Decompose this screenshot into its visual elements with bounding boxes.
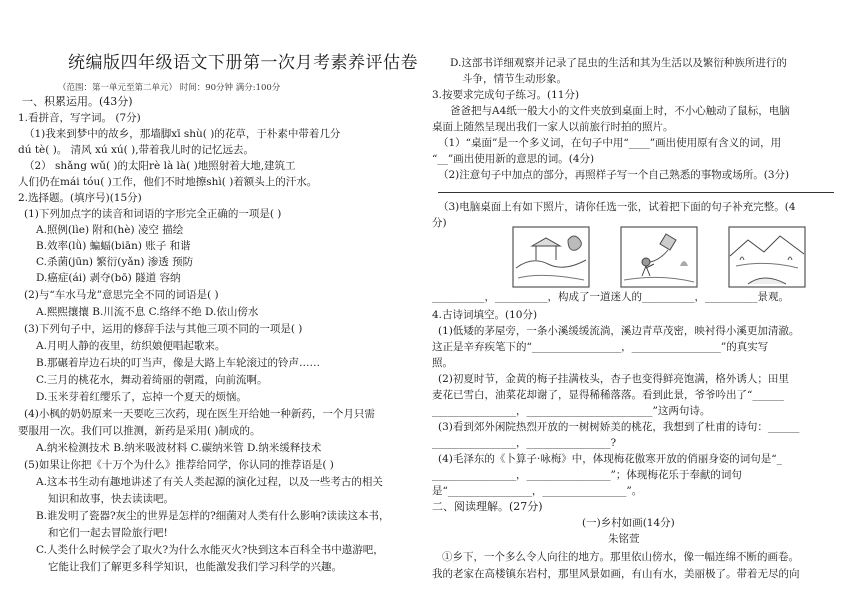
section-heading: 二、阅读理解。(27分) xyxy=(432,500,543,513)
question-line: (3)看到郊外闲院热烈开放的一树树娇美的桃花，我想到了杜甫的诗句：______ xyxy=(438,421,800,433)
right-column xyxy=(432,0,842,608)
question-line: （1）“桌面”是一个多义词，在句子中用“____”画出使用原有含义的词，用 xyxy=(438,137,782,149)
option-line: C.三月的桃花水，舞动着绮丽的朝霞，向前流啊。 xyxy=(36,374,268,386)
question-line: （2） shǎng wǔ( )的太阳rè là là( )地照射着大地,建筑工 xyxy=(24,160,296,172)
question-line: (1)低矮的茅屋旁，一条小溪缓缓流淌，溪边青草茂密，映衬得小溪更加清澈。 xyxy=(438,325,800,337)
kite-girl-sketch xyxy=(620,226,698,288)
question-line: __________，__________，构成了一道迷人的__________，__________景观。 xyxy=(432,291,789,303)
hills-river-sketch xyxy=(728,226,806,288)
option-line: A.月明人静的夜里，纺织娘便唱起歌来。 xyxy=(36,340,226,352)
option-line: A.熙熙攘攘 B.川流不息 C.络绎不绝 D.依山傍水 xyxy=(36,306,259,318)
option-line: D.这部书详细观察并记录了昆虫的生活和其为生活以及繁衍种族所进行的 xyxy=(450,57,787,69)
question-line: 麦花已雪白，油菜花却谢了，显得稀稀落落。看到此景，爷爷吟出了“______ xyxy=(432,389,784,401)
question-line: （3)电脑桌面上有如下照片，请你任选一张，试着把下面的句子补充完整。(4 xyxy=(438,201,796,213)
question-line: 这正是辛弃疾笔下的“_________________，_________________”的真实写 xyxy=(432,341,769,353)
question-line: (1)下列加点字的读音和词语的字形完全正确的一项是( ) xyxy=(24,208,282,220)
passage-line: ①乡下，一个多么令人向往的地方。那里依山傍水，像一幅连绵不断的画卷。 xyxy=(442,551,799,563)
question-line: (3)下列句子中，运用的修辞手法与其他三项不同的一项是( ) xyxy=(24,323,303,335)
question-line: ________________，________________________”这两句诗。 xyxy=(432,405,711,417)
option-line: D.玉米芽着红缨乐了，忘掉一个夏天的烦恼。 xyxy=(36,391,247,403)
option-line: B.谁发明了瓷器?灰尘的世界是怎样的?细菌对人类有什么影响?读读这本书， xyxy=(36,510,390,522)
page-title: 统编版四年级语文下册第一次月考素养评估卷 xyxy=(68,53,418,73)
question-line: 要服用一次。我们可以推测，新药是采用( )制成的。 xyxy=(18,425,261,437)
question-line: 人们仍在mái tóu( )工作，他们不时地擦shì( )着额头上的汗水。 xyxy=(18,176,318,188)
option-line: D.癌症(ái) 剥夺(bō) 隧道 容纳 xyxy=(36,272,181,284)
option-line: 斗争，情节生动形象。 xyxy=(462,73,567,85)
option-line: A.照例(lìe) 附和(hè) 凌空 描绘 xyxy=(36,224,184,236)
passage-line: 爸爸把与A4纸一般大小的文件夹放到桌面上时，不小心触动了鼠标，电脑 xyxy=(450,105,790,117)
passage-line: 桌面上随然呈现出我们一家人以前旅行时拍的照片。 xyxy=(432,121,674,133)
question-line: （2)注意句子中加点的部分，再照样子写一个自己熟悉的事物或场所。(3分) xyxy=(438,169,790,181)
option-line: C.杀菌(jūn) 繁衍(yǎn) 渗透 预防 xyxy=(36,256,194,268)
question-heading: 4.古诗词填空。(10分) xyxy=(432,309,538,321)
option-line: B.那碾着岸边石块的叮当声，像是大路上车轮滚过的铃声…… xyxy=(36,357,321,369)
section-heading: 一、积累运用。(43分) xyxy=(22,95,133,108)
exam-scope-line: （范围：第一单元至第二单元） 时间：90分钟 满分:100分 xyxy=(58,83,281,93)
question-line: ________________，________________? xyxy=(432,437,617,449)
question-line: 照。 xyxy=(432,357,453,369)
question-line: “__”画出使用新的意思的词。(4分) xyxy=(432,153,595,165)
option-line: 知识和故事，快去读读吧。 xyxy=(48,493,174,505)
question-line: (2)初夏时节，金黄的梅子挂满枝头，杏子也变得鲜亮饱满，格外诱人；田里 xyxy=(438,373,789,385)
question-line: ________________，________________”；体现梅花乐于奉献的词句 xyxy=(432,469,742,481)
question-line: (4)小枫的奶奶原来一天要吃三次药，现在医生开给她一种新药，一个月只需 xyxy=(24,408,375,420)
question-heading: 2.选择题。(填序号)(15分) xyxy=(18,192,142,204)
option-line: B.效率(lǜ) 蝙蝠(biān) 账子 和谐 xyxy=(36,240,191,252)
question-line: 分) xyxy=(432,217,447,229)
option-line: A.纳米检测技术 B.纳米吸波材料 C.碳纳米管 D.纳米缓释技术 xyxy=(36,442,322,454)
question-line: dú tè( )。 清风 xú xú( ),带着我儿时的记忆远去。 xyxy=(18,144,255,156)
question-line: （1)我来到梦中的故乡，那墙脚xī shù( )的花草，于朴素中带着几分 xyxy=(24,128,341,140)
question-line: (2)与“车水马龙”意思完全不同的词语是( ) xyxy=(24,289,219,301)
answer-line[interactable] xyxy=(438,192,834,193)
question-line: (4)毛泽东的《卜算子·咏梅》中，体现梅花傲寒开放的俏丽身姿的词句是“_ xyxy=(438,453,782,465)
pavilion-landscape-sketch xyxy=(512,226,590,288)
question-heading: 3.按要求完成句子练习。(11分) xyxy=(432,89,580,101)
option-line: A.这本书生动有趣地讲述了有关人类起源的演化过程，以及一些考古的相关 xyxy=(36,476,383,488)
question-heading: 1.看拼音，写字词。 (7分) xyxy=(18,112,141,124)
option-line: 它能让我们了解更多科学知识，也能激发我们学习科学的兴趣。 xyxy=(48,561,342,573)
left-column xyxy=(18,0,418,608)
option-line: 和它们一起去冒险旅行吧! xyxy=(48,527,168,539)
question-line: 是“________________，________________”。 xyxy=(432,485,643,497)
passage-line: 我的老家在高楼镇东岩村，那里风景如画，有山有水，美丽极了。带着无尽的向 xyxy=(432,568,800,580)
option-line: C.人类什么时候学会了取火?为什么水能灭火?快到这本百科全书中遨游吧， xyxy=(36,544,384,556)
photo-group xyxy=(512,226,812,296)
passage-title: (一)乡村如画(14分) xyxy=(582,517,675,529)
question-line: (5)如果让你把《十万个为什么》推荐给同学，你认同的推荐语是( ) xyxy=(24,459,334,471)
passage-author: 朱铭萱 xyxy=(608,533,640,545)
